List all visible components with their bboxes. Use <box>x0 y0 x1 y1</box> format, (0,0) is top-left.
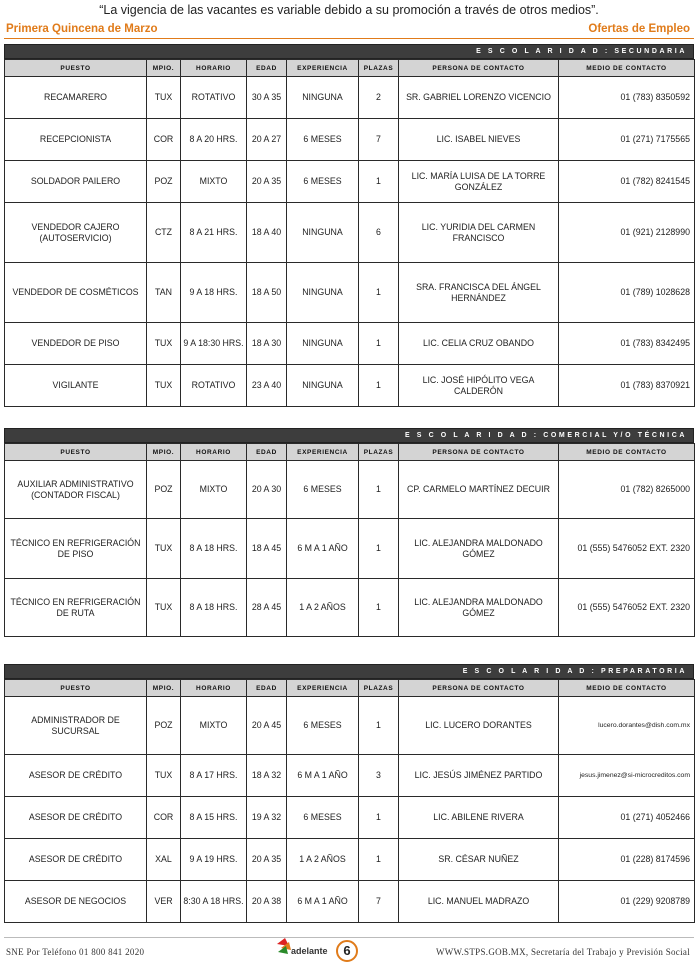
schooling-section <box>4 664 694 923</box>
cell-plazas: 1 <box>359 323 399 365</box>
cell-contacto: LIC. ALEJANDRA MALDONADO GÓMEZ <box>399 579 559 637</box>
cell-mpio: CTZ <box>147 203 181 263</box>
cell-experiencia: 6 MESES <box>287 797 359 839</box>
column-header: PERSONA DE CONTACTO <box>399 680 559 697</box>
page-number: 6 <box>336 940 358 962</box>
cell-contacto: LIC. MANUEL MADRAZO <box>399 881 559 923</box>
cell-experiencia: NINGUNA <box>287 77 359 119</box>
column-header: EXPERIENCIA <box>287 60 359 77</box>
table-row <box>5 119 695 161</box>
cell-puesto: ASESOR DE NEGOCIOS <box>5 881 147 923</box>
cell-puesto: SOLDADOR PAILERO <box>5 161 147 203</box>
cell-edad: 20 A 35 <box>247 161 287 203</box>
cell-puesto: TÉCNICO EN REFRIGERACIÓN DE PISO <box>5 519 147 579</box>
cell-plazas: 1 <box>359 263 399 323</box>
cell-horario: ROTATIVO <box>181 365 247 407</box>
cell-contacto: LIC. LUCERO DORANTES <box>399 697 559 755</box>
vacancy-notice: “La vigencia de las vacantes es variable debido a su promoción a través de otros medios”. <box>99 3 599 17</box>
cell-mpio: XAL <box>147 839 181 881</box>
cell-mpio: TUX <box>147 755 181 797</box>
cell-experiencia: 6 M A 1 AÑO <box>287 519 359 579</box>
column-header: PLAZAS <box>359 60 399 77</box>
cell-horario: ROTATIVO <box>181 77 247 119</box>
cell-experiencia: 6 MESES <box>287 161 359 203</box>
column-header: EDAD <box>247 444 287 461</box>
cell-contacto: LIC. ISABEL NIEVES <box>399 119 559 161</box>
table-row <box>5 323 695 365</box>
table-row <box>5 161 695 203</box>
cell-plazas: 6 <box>359 203 399 263</box>
column-header: MEDIO DE CONTACTO <box>559 60 695 77</box>
schooling-band: E S C O L A R I D A D : PREPARATORIA <box>4 664 694 679</box>
cell-experiencia: 6 M A 1 AÑO <box>287 881 359 923</box>
cell-plazas: 1 <box>359 579 399 637</box>
cell-medio[interactable]: lucero.dorantes@dish.com.mx <box>559 697 695 755</box>
cell-horario: MIXTO <box>181 161 247 203</box>
column-header: PUESTO <box>5 680 147 697</box>
cell-horario: 9 A 18:30 HRS. <box>181 323 247 365</box>
cell-edad: 30 A 35 <box>247 77 287 119</box>
cell-horario: 8 A 18 HRS. <box>181 519 247 579</box>
page-category-header: Ofertas de Empleo <box>588 23 690 35</box>
cell-contacto: LIC. ABILENE RIVERA <box>399 797 559 839</box>
cell-contacto: SRA. FRANCISCA DEL ÁNGEL HERNÁNDEZ <box>399 263 559 323</box>
cell-puesto: TÉCNICO EN REFRIGERACIÓN DE RUTA <box>5 579 147 637</box>
cell-mpio: TUX <box>147 579 181 637</box>
cell-mpio: VER <box>147 881 181 923</box>
cell-horario: 8 A 15 HRS. <box>181 797 247 839</box>
cell-horario: 8 A 18 HRS. <box>181 579 247 637</box>
vacancy-table <box>4 59 695 407</box>
column-header: EDAD <box>247 60 287 77</box>
cell-horario: MIXTO <box>181 461 247 519</box>
cell-horario: 8 A 20 HRS. <box>181 119 247 161</box>
column-header: MPIO. <box>147 680 181 697</box>
cell-horario: 8 A 17 HRS. <box>181 755 247 797</box>
cell-experiencia: 6 MESES <box>287 697 359 755</box>
schooling-band: E S C O L A R I D A D : COMERCIAL Y/O TÉCNICA <box>4 428 694 443</box>
cell-contacto: LIC. MARÍA LUISA DE LA TORRE GONZÁLEZ <box>399 161 559 203</box>
cell-medio: 01 (789) 1028628 <box>559 263 695 323</box>
cell-puesto: ASESOR DE CRÉDITO <box>5 755 147 797</box>
cell-experiencia: NINGUNA <box>287 365 359 407</box>
cell-plazas: 2 <box>359 77 399 119</box>
schooling-section <box>4 44 694 407</box>
cell-medio[interactable]: jesus.jimenez@si-microcreditos.com <box>559 755 695 797</box>
cell-horario: 9 A 19 HRS. <box>181 839 247 881</box>
cell-puesto: RECEPCIONISTA <box>5 119 147 161</box>
footer-phone: SNE Por Teléfono 01 800 841 2020 <box>6 947 145 957</box>
cell-edad: 18 A 30 <box>247 323 287 365</box>
cell-edad: 20 A 27 <box>247 119 287 161</box>
cell-puesto: AUXILIAR ADMINISTRATIVO (CONTADOR FISCAL) <box>5 461 147 519</box>
cell-mpio: COR <box>147 797 181 839</box>
table-header-row <box>5 680 695 697</box>
cell-plazas: 3 <box>359 755 399 797</box>
table-row <box>5 519 695 579</box>
cell-contacto: CP. CARMELO MARTÍNEZ DECUIR <box>399 461 559 519</box>
cell-medio: 01 (783) 8350592 <box>559 77 695 119</box>
cell-plazas: 1 <box>359 519 399 579</box>
cell-contacto: SR. GABRIEL LORENZO VICENCIO <box>399 77 559 119</box>
cell-contacto: SR. CÉSAR NUÑEZ <box>399 839 559 881</box>
cell-experiencia: 6 M A 1 AÑO <box>287 755 359 797</box>
column-header: EXPERIENCIA <box>287 680 359 697</box>
cell-horario: 8:30 A 18 HRS. <box>181 881 247 923</box>
schooling-section <box>4 428 694 637</box>
column-header: PUESTO <box>5 60 147 77</box>
cell-edad: 23 A 40 <box>247 365 287 407</box>
column-header: EDAD <box>247 680 287 697</box>
cell-medio: 01 (782) 8241545 <box>559 161 695 203</box>
column-header: MEDIO DE CONTACTO <box>559 680 695 697</box>
cell-plazas: 1 <box>359 461 399 519</box>
cell-medio: 01 (783) 8342495 <box>559 323 695 365</box>
cell-puesto: VENDEDOR DE COSMÉTICOS <box>5 263 147 323</box>
cell-mpio: POZ <box>147 161 181 203</box>
table-row <box>5 461 695 519</box>
column-header: PLAZAS <box>359 444 399 461</box>
column-header: HORARIO <box>181 444 247 461</box>
schooling-band: E S C O L A R I D A D : SECUNDARIA <box>4 44 694 59</box>
issue-date-header: Primera Quincena de Marzo <box>6 23 158 35</box>
cell-experiencia: NINGUNA <box>287 323 359 365</box>
column-header: PERSONA DE CONTACTO <box>399 60 559 77</box>
cell-experiencia: 6 MESES <box>287 119 359 161</box>
column-header: PUESTO <box>5 444 147 461</box>
cell-experiencia: 6 MESES <box>287 461 359 519</box>
cell-experiencia: 1 A 2 AÑOS <box>287 839 359 881</box>
cell-medio: 01 (271) 7175565 <box>559 119 695 161</box>
table-row <box>5 697 695 755</box>
column-header: PLAZAS <box>359 680 399 697</box>
cell-medio: 01 (783) 8370921 <box>559 365 695 407</box>
cell-plazas: 1 <box>359 161 399 203</box>
cell-experiencia: NINGUNA <box>287 203 359 263</box>
column-header: MPIO. <box>147 444 181 461</box>
table-row <box>5 77 695 119</box>
cell-mpio: POZ <box>147 697 181 755</box>
cell-plazas: 7 <box>359 881 399 923</box>
cell-puesto: VENDEDOR CAJERO (AUTOSERVICIO) <box>5 203 147 263</box>
cell-puesto: VENDEDOR DE PISO <box>5 323 147 365</box>
cell-puesto: ASESOR DE CRÉDITO <box>5 839 147 881</box>
cell-puesto: RECAMARERO <box>5 77 147 119</box>
cell-mpio: TUX <box>147 365 181 407</box>
cell-mpio: TAN <box>147 263 181 323</box>
cell-edad: 20 A 30 <box>247 461 287 519</box>
column-header: MEDIO DE CONTACTO <box>559 444 695 461</box>
cell-medio: 01 (921) 2128990 <box>559 203 695 263</box>
cell-medio: 01 (271) 4052466 <box>559 797 695 839</box>
table-header-row <box>5 444 695 461</box>
cell-mpio: POZ <box>147 461 181 519</box>
cell-plazas: 7 <box>359 119 399 161</box>
cell-contacto: LIC. JOSÉ HIPÓLITO VEGA CALDERÓN <box>399 365 559 407</box>
table-row <box>5 263 695 323</box>
cell-puesto: VIGILANTE <box>5 365 147 407</box>
column-header: HORARIO <box>181 680 247 697</box>
cell-medio: 01 (228) 8174596 <box>559 839 695 881</box>
cell-medio: 01 (229) 9208789 <box>559 881 695 923</box>
cell-puesto: ADMINISTRADOR DE SUCURSAL <box>5 697 147 755</box>
footer-divider <box>4 937 694 938</box>
cell-edad: 18 A 50 <box>247 263 287 323</box>
table-row <box>5 839 695 881</box>
cell-plazas: 1 <box>359 365 399 407</box>
cell-plazas: 1 <box>359 697 399 755</box>
table-header-row <box>5 60 695 77</box>
cell-puesto: ASESOR DE CRÉDITO <box>5 797 147 839</box>
cell-contacto: LIC. CELIA CRUZ OBANDO <box>399 323 559 365</box>
cell-medio: 01 (782) 8265000 <box>559 461 695 519</box>
cell-horario: 8 A 21 HRS. <box>181 203 247 263</box>
cell-edad: 19 A 32 <box>247 797 287 839</box>
cell-horario: MIXTO <box>181 697 247 755</box>
column-header: PERSONA DE CONTACTO <box>399 444 559 461</box>
table-row <box>5 797 695 839</box>
cell-edad: 28 A 45 <box>247 579 287 637</box>
cell-contacto: LIC. ALEJANDRA MALDONADO GÓMEZ <box>399 519 559 579</box>
logo-label: adelante <box>291 946 328 956</box>
table-row <box>5 203 695 263</box>
cell-mpio: TUX <box>147 77 181 119</box>
column-header: EXPERIENCIA <box>287 444 359 461</box>
column-header: MPIO. <box>147 60 181 77</box>
table-row <box>5 365 695 407</box>
table-row <box>5 881 695 923</box>
cell-mpio: COR <box>147 119 181 161</box>
vacancy-table <box>4 443 695 637</box>
cell-plazas: 1 <box>359 797 399 839</box>
cell-contacto: LIC. JESÚS JIMÉNEZ PARTIDO <box>399 755 559 797</box>
cell-horario: 9 A 18 HRS. <box>181 263 247 323</box>
cell-contacto: LIC. YURIDIA DEL CARMEN FRANCISCO <box>399 203 559 263</box>
cell-edad: 20 A 35 <box>247 839 287 881</box>
cell-mpio: TUX <box>147 519 181 579</box>
cell-medio: 01 (555) 5476052 EXT. 2320 <box>559 579 695 637</box>
cell-edad: 18 A 45 <box>247 519 287 579</box>
cell-plazas: 1 <box>359 839 399 881</box>
table-row <box>5 755 695 797</box>
cell-experiencia: 1 A 2 AÑOS <box>287 579 359 637</box>
cell-experiencia: NINGUNA <box>287 263 359 323</box>
cell-edad: 20 A 38 <box>247 881 287 923</box>
vacancy-table <box>4 679 695 923</box>
footer-website[interactable]: WWW.STPS.GOB.MX, Secretaría del Trabajo y Previsión Social <box>435 947 690 957</box>
column-header: HORARIO <box>181 60 247 77</box>
cell-edad: 18 A 32 <box>247 755 287 797</box>
cell-mpio: TUX <box>147 323 181 365</box>
header-divider <box>4 38 694 39</box>
table-row <box>5 579 695 637</box>
cell-edad: 20 A 45 <box>247 697 287 755</box>
cell-medio: 01 (555) 5476052 EXT. 2320 <box>559 519 695 579</box>
cell-edad: 18 A 40 <box>247 203 287 263</box>
